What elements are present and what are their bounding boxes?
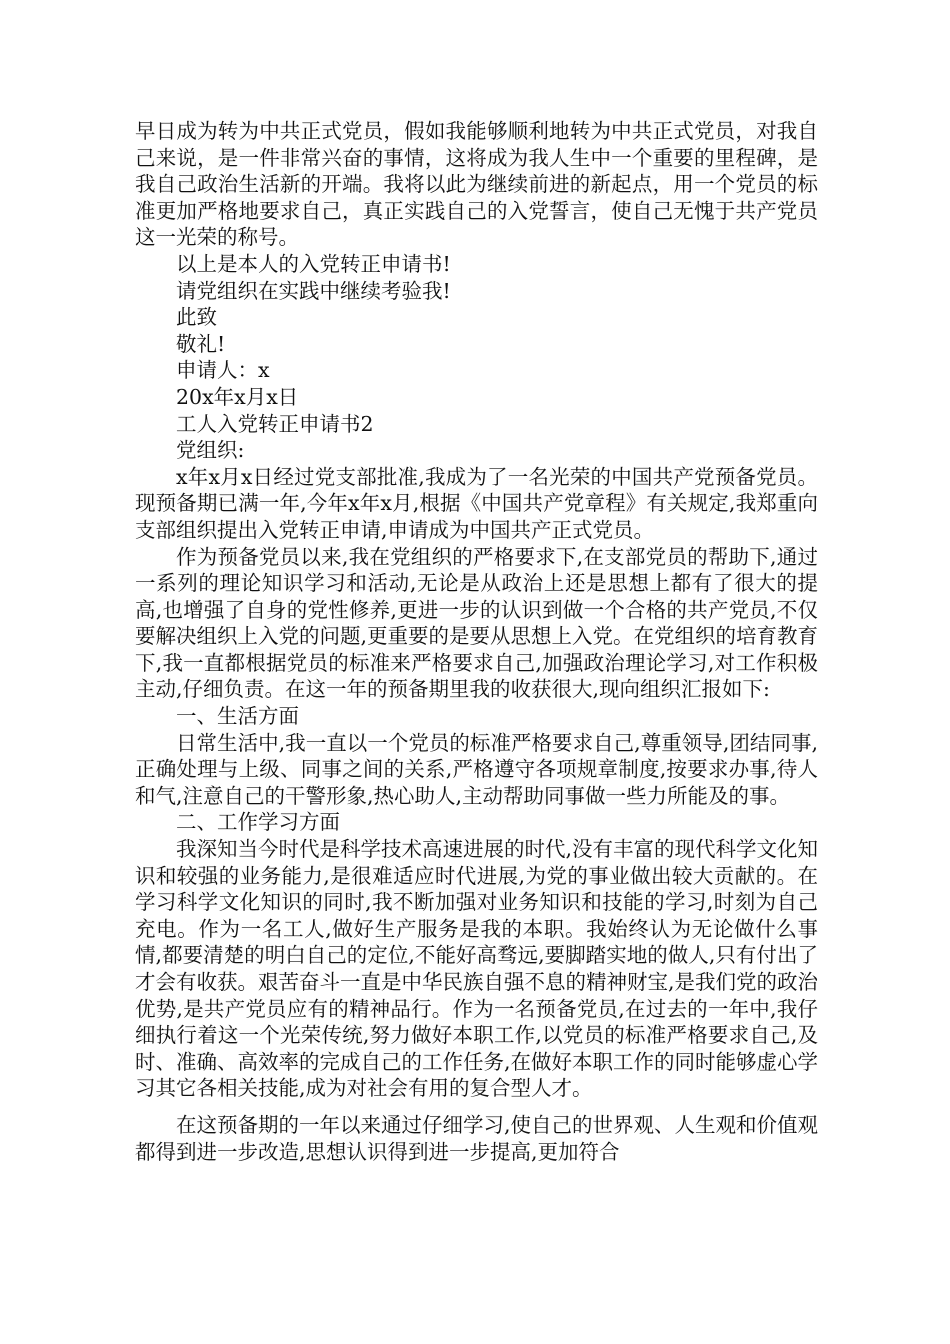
paragraph-work-study: 我深知当今时代是科学技术高速进展的时代,没有丰富的现代科学文化知识和较强的业务能力,是很难适应时代进展,为党的事业做出较大贡献的。在学习科学文化知识的同时,我不断加强对业务知识和技能的学习,时刻为自己充电。作为一名工人,做好生产服务是我的本职。我始终认为无论做什么事情,都要清楚的明白自己的定位,不能好高骛远,要脚踏实地的做人,只有付出了才会有收获。艰苦奋斗一直是中华民族自强不息的精神财宝,是我们党的政治优势,是共产党员应有的精神品行。作为一名预备党员,在过去的一年中,我仔细执行着这一个光荣传统,努力做好本职工作,以党员的标准严格要求自己,及时、准确、高效率的完成自己的工作任务,在做好本职工作的同时能够虚心学习其它各相关技能,成为对社会有用的复合型人才。 bbox=[135, 837, 819, 1101]
heading-life: 一、生活方面 bbox=[176, 704, 299, 729]
closing-request: 请党组织在实践中继续考验我! bbox=[176, 278, 451, 303]
paragraph-overview: 作为预备党员以来,我在党组织的严格要求下,在支部党员的帮助下,通过一系列的理论知识学习和活动,无论是从政治上还是思想上都有了很大的提高,也增强了自身的党性修养,更进一步的认识到做一个合格的共产党员,不仅要解决组织上入党的问题,更重要的是要从思想上入党。在党组织的培育教育下,我一直都根据党员的标准来严格要求自己,加强政治理论学习,对工作积极主动,仔细负责。在这一年的预备期里我的收获很大,现向组织汇报如下: bbox=[135, 544, 819, 702]
salutation-jing-li: 敬礼! bbox=[176, 331, 226, 356]
addressee: 党组织: bbox=[176, 438, 245, 463]
salutation-ci-zhi: 此致 bbox=[176, 305, 217, 330]
paragraph-reflection: 在这预备期的一年以来通过仔细学习,使自己的世界观、人生观和价值观都得到进一步改造,思想认识得到进一步提高,更加符合 bbox=[135, 1112, 819, 1164]
paragraph-life: 日常生活中,我一直以一个党员的标准严格要求自己,尊重领导,团结同事,正确处理与上级、同事之间的关系,严格遵守各项规章制度,按要求办事,待人和气,注意自己的干警形象,热心助人,主动帮助同事做一些力所能及的事。 bbox=[135, 730, 818, 808]
section-title: 工人入党转正申请书2 bbox=[176, 411, 374, 436]
paragraph-intro: x年x月x日经过党支部批准,我成为了一名光荣的中国共产党预备党员。现预备期已满一年,今年x年x月,根据《中国共产党章程》有关规定,我郑重向支部组织提出入党转正申请,申请成为中国共产正式党员。 bbox=[135, 464, 818, 542]
application-date: 20x年x月x日 bbox=[176, 384, 299, 409]
applicant-name: 申请人：x bbox=[176, 358, 270, 383]
paragraph-conclusion: 早日成为转为中共正式党员，假如我能够顺利地转为中共正式党员，对我自己来说，是一件非常兴奋的事情，这将成为我人生中一个重要的里程碑，是我自己政治生活新的开端。我将以此为继续前进的新起点，用一个党员的标准更加严格地要求自己，真正实践自己的入党誓言，使自己无愧于共产党员这一光荣的称号。 bbox=[135, 119, 818, 250]
closing-statement: 以上是本人的入党转正申请书! bbox=[176, 251, 451, 276]
heading-work-study: 二、工作学习方面 bbox=[176, 810, 340, 835]
